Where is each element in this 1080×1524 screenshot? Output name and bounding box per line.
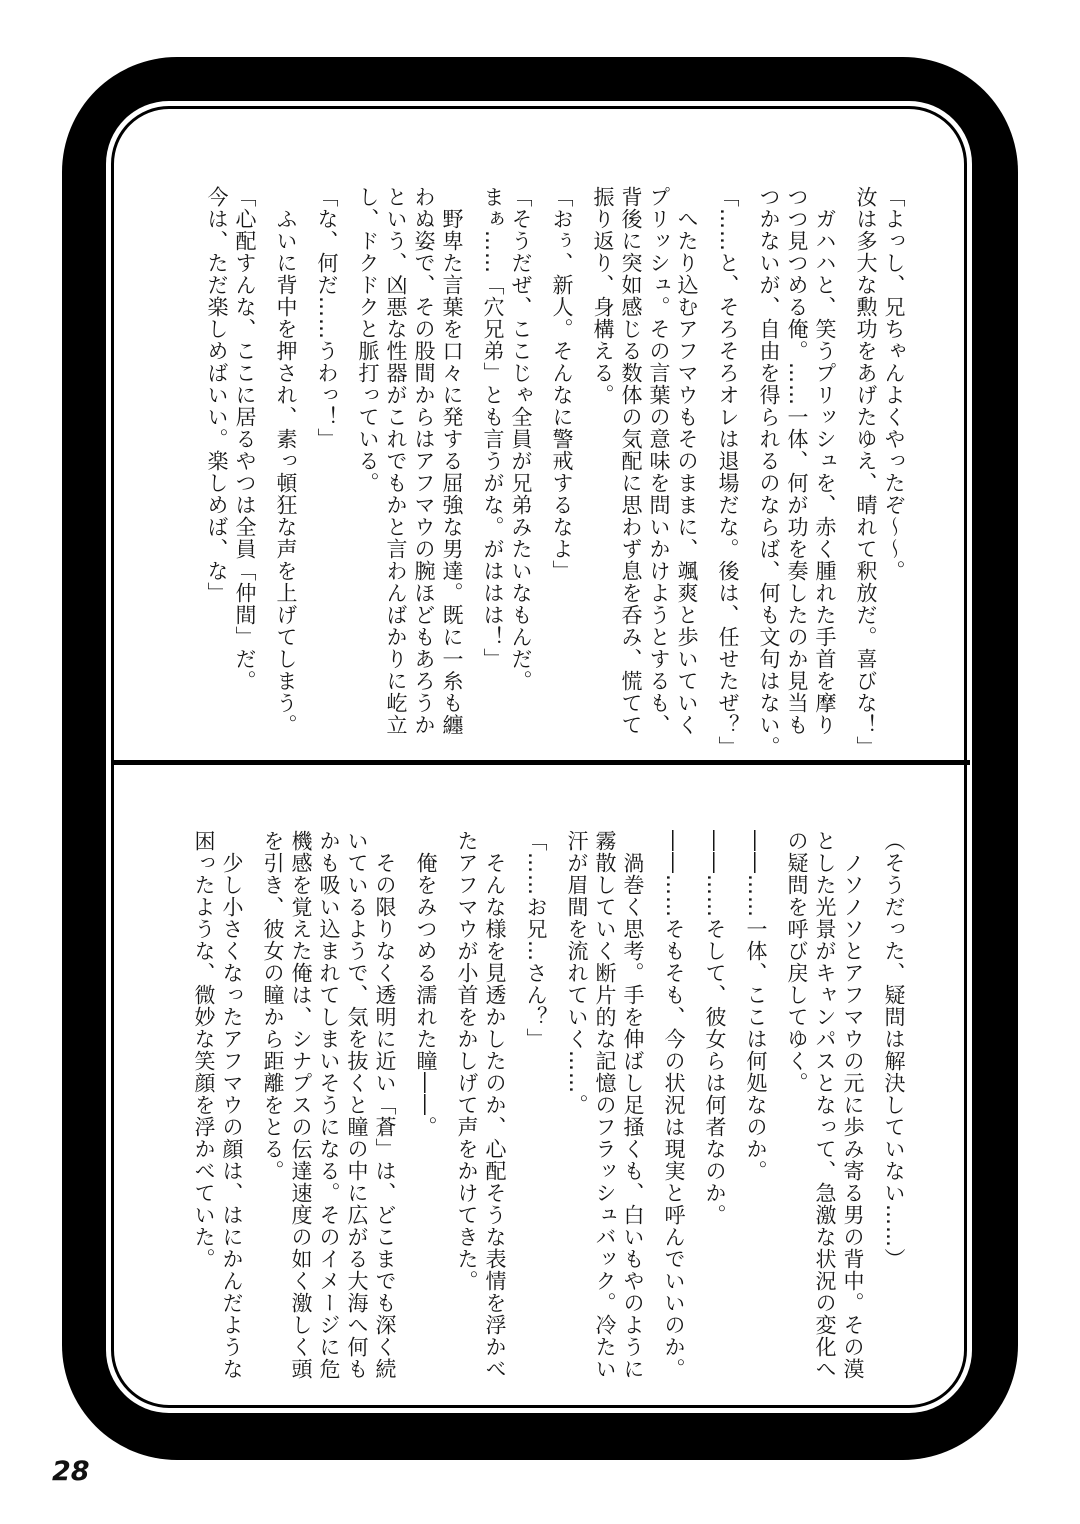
page-number: 28 — [52, 1456, 90, 1487]
text-line: その限りなく透明に近い「蒼」は、どこまでも深く続 — [373, 852, 397, 1380]
paragraph — [852, 186, 908, 762]
text-line: まぁ……「穴兄弟」とも言うがな。がははは！」 — [481, 186, 505, 670]
text-section-top — [150, 186, 908, 762]
text-line: へたり込むアフマウもそのままに、颯爽と歩いていく — [675, 208, 699, 736]
text-line: 「よっし、兄ちゃんよくやったぞ～～。 — [882, 186, 906, 582]
text-line: わぬ姿で、その股間からはアフマウの腕ほどもあろうか — [412, 186, 436, 736]
text-line: 汝は多大な勲功をあげたゆえ、晴れて釈放だ。喜びな！」 — [854, 186, 878, 758]
paragraph — [190, 830, 246, 1406]
text-line: とした光景がキャンパスとなって、急激な状況の変化へ — [813, 830, 837, 1380]
paragraph — [742, 830, 770, 1406]
text-line: 野卑た言葉を口々に発する屈強な男達。既に一糸も纏 — [440, 208, 464, 736]
text-line: 振り返り、身構える。 — [591, 186, 615, 406]
text-line: 霧散していく断片的な記憶のフラッシュバック。冷たい — [593, 830, 617, 1380]
text-section-bottom — [150, 830, 908, 1406]
text-line: そんな様を見透かしたのか、心配そうな表情を浮かべ — [483, 852, 507, 1380]
paragraph — [660, 830, 688, 1406]
paragraph — [880, 830, 908, 1406]
text-line: を引き、彼女の瞳から距離をとる。 — [261, 830, 285, 1182]
paragraph — [272, 186, 300, 762]
paragraph — [313, 186, 341, 762]
paragraph — [563, 830, 647, 1406]
text-line: ふいに背中を押され、素っ頓狂な声を上げてしまう。 — [274, 208, 298, 736]
text-line: ――……そもそも、今の状況は現実と呼んでいいのか。 — [662, 830, 686, 1380]
paragraph — [412, 830, 440, 1406]
text-line: 汗が眉間を流れていく……。 — [565, 830, 589, 1116]
text-line: という、凶悪な性器がこれでもかと言わんばかりに屹立 — [384, 186, 408, 736]
paragraph — [479, 186, 535, 762]
text-line: （そうだった、疑問は解決していない……） — [882, 830, 906, 1270]
text-line: ガハハと、笑うプリッシュを、赤く腫れた手首を摩り — [813, 208, 837, 736]
text-line: つかないが、自由を得られるのならば、何も文句はない。 — [757, 186, 781, 758]
paragraph — [548, 186, 576, 762]
text-line: ノソノソとアフマウの元に歩み寄る男の背中。その漠 — [841, 852, 865, 1380]
text-line: 機感を覚えた俺は、シナプスの伝達速度の如く激しく頭 — [289, 830, 313, 1380]
text-line: 「……お兄…さん？」 — [524, 830, 548, 1050]
paragraph — [701, 830, 729, 1406]
text-line: ――……そして、彼女らは何者なのか。 — [703, 830, 727, 1226]
text-line: 今は、ただ楽しめばいい。楽しめば、な」 — [205, 186, 229, 604]
text-line: たアフマウが小首をかしげて声をかけてきた。 — [455, 830, 479, 1292]
text-line: 少し小さくなったアフマウの顔は、はにかんだような — [220, 852, 244, 1380]
text-line: の疑問を呼び戻してゆく。 — [785, 830, 809, 1094]
text-line: 俺をみつめる濡れた瞳――。 — [414, 852, 438, 1138]
paragraph — [783, 830, 867, 1406]
text-line: 渦巻く思考。手を伸ばし足掻くも、白いもやのように — [621, 852, 645, 1380]
paragraph — [259, 830, 399, 1406]
paragraph — [589, 186, 701, 762]
text-line: 「おぅ、新人。そんなに警戒するなよ」 — [550, 186, 574, 582]
text-line: 「そうだぜ、ここじゃ全員が兄弟みたいなもんだ。 — [509, 186, 533, 692]
section-divider — [112, 760, 970, 765]
paragraph — [453, 830, 509, 1406]
text-line: 背後に突如感じる数体の気配に思わず息を呑み、慌てて — [619, 186, 643, 736]
text-line: ――……一体、ここは何処なのか。 — [744, 830, 768, 1182]
text-line: 困ったような、微妙な笑顔を浮かべていた。 — [192, 830, 216, 1270]
paragraph — [714, 186, 742, 762]
text-line: プリッシュ。その言葉の意味を問いかけようとするも、 — [647, 186, 671, 736]
text-line: かも吸い込まれてしまいそうになる。そのイメージに危 — [317, 830, 341, 1380]
text-line: 「心配すんな、ここに居るやつは全員「仲間」だ。 — [233, 186, 257, 692]
text-line: 「……と、そろそろオレは退場だな。後は、任せたぜ？」 — [716, 186, 740, 758]
text-line: いているようで、気を抜くと瞳の中に広がる大海へ何も — [345, 830, 369, 1380]
text-line: し、ドクドクと脈打っている。 — [356, 186, 380, 494]
text-line: 「な、何だ……うわっ！」 — [315, 186, 339, 450]
text-line: つつ見つめる俺。……一体、何が功を奏したのか見当も — [785, 186, 809, 736]
paragraph — [522, 830, 550, 1406]
paragraph — [203, 186, 259, 762]
paragraph — [354, 186, 466, 762]
paragraph — [755, 186, 839, 762]
